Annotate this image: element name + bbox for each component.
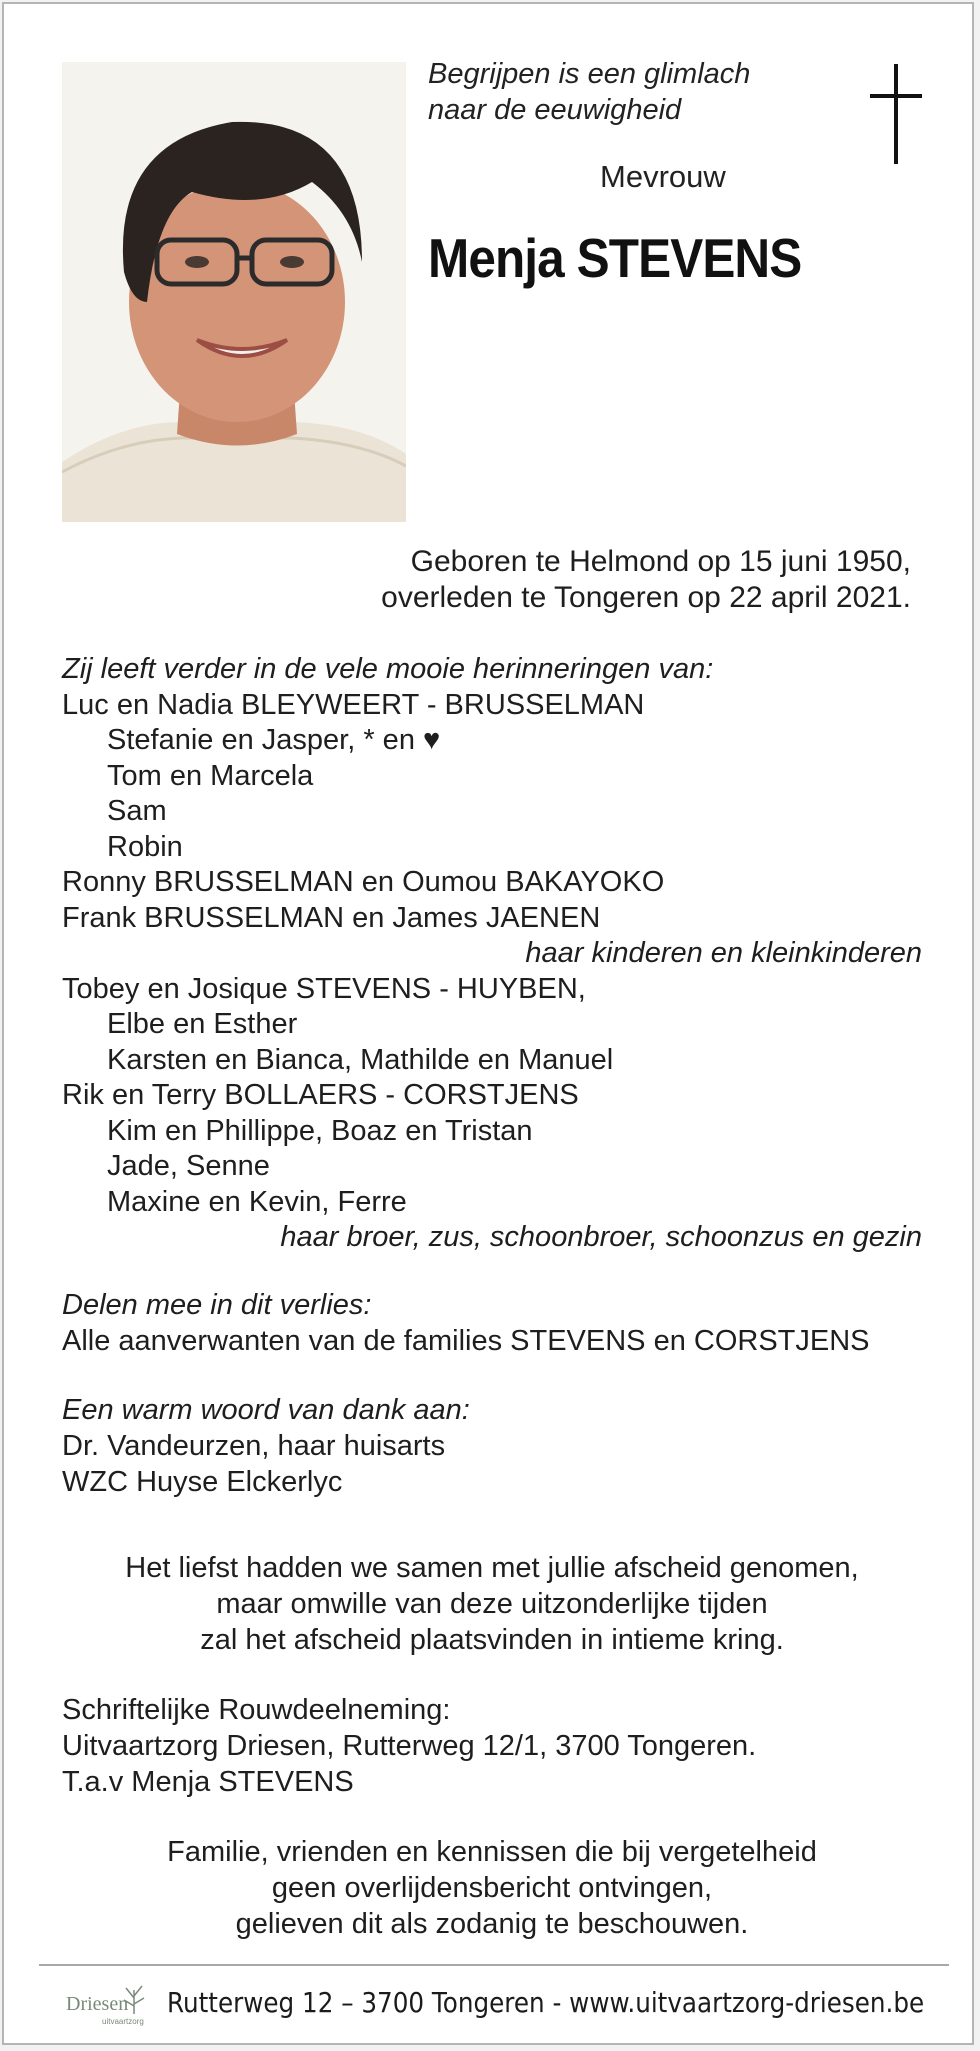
farewell-note [62, 1550, 922, 1658]
thanks-line: WZC Huyse Elckerlyc [62, 1466, 343, 1498]
mourner-line: haar kinderen en kleinkinderen [525, 937, 922, 969]
footer-address: Rutterweg 12 – 3700 Tongeren - www.uitvaartzorg-driesen.be [167, 1986, 925, 2019]
motto-line: naar de eeuwigheid [428, 94, 682, 126]
birth-line: Geboren te Helmond op 15 juni 1950, [410, 545, 911, 578]
motto-line: Begrijpen is een glimlach [428, 58, 751, 90]
logo-text: Driesen [66, 1993, 129, 2015]
deceased-name: Menja STEVENS [428, 227, 802, 289]
mourner-line: Frank BRUSSELMAN en James JAENEN [62, 901, 601, 934]
closing-line: gelieven dit als zodanig te beschouwen. [235, 1908, 749, 1940]
logo-subtext: uitvaartzorg [102, 2017, 144, 2026]
mourner-line: Jade, Senne [107, 1150, 270, 1182]
mourner-line: Ronny BRUSSELMAN en Oumou BAKAYOKO [62, 866, 665, 898]
farewell-line: Het liefst hadden we samen met jullie afscheid genomen, [125, 1552, 859, 1584]
mourner-line: Elbe en Esther [107, 1008, 298, 1040]
condolence-line: T.a.v Menja STEVENS [62, 1766, 354, 1798]
condolence-section [62, 1692, 756, 1800]
driesen-logo [62, 1976, 152, 2032]
mourner-line: haar broer, zus, schoonbroer, schoonzus en gezin [280, 1221, 922, 1253]
thanks-section [62, 1392, 470, 1500]
mourner-line: Sam [107, 795, 167, 827]
condolence-line: Schriftelijke Rouwdeelneming: [62, 1694, 451, 1726]
mourner-line: Stefanie en Jasper, * en ♥ [107, 724, 441, 756]
thanks-heading: Een warm woord van dank aan: [62, 1394, 470, 1426]
sharing-text: Alle aanverwanten van de families STEVENS en CORSTJENS [62, 1325, 870, 1357]
mourner-line: Tom en Marcela [107, 759, 314, 792]
salutation: Mevrouw [600, 159, 726, 194]
mourner-line: Zij leeft verder in de vele mooie herinneringen van: [62, 653, 714, 685]
condolence-line: Uitvaartzorg Driesen, Rutterweg 12/1, 3700 Tongeren. [62, 1730, 757, 1762]
farewell-line: maar omwille van deze uitzonderlijke tijden [216, 1588, 768, 1620]
closing-line: geen overlijdensbericht ontvingen, [271, 1872, 713, 1904]
mourner-line: Karsten en Bianca, Mathilde en Manuel [107, 1043, 614, 1076]
cross-icon [866, 64, 926, 164]
closing-note [62, 1834, 922, 1942]
mourners-list [62, 652, 922, 1256]
thanks-line: Dr. Vandeurzen, haar huisarts [62, 1430, 446, 1462]
death-line: overleden te Tongeren op 22 april 2021. [381, 581, 911, 614]
portrait-image [62, 62, 406, 522]
mourner-line: Tobey en Josique STEVENS - HUYBEN, [62, 972, 586, 1005]
motto [428, 56, 750, 128]
obituary-card [2, 2, 974, 2045]
mourner-line: Kim en Phillippe, Boaz en Tristan [107, 1114, 533, 1147]
life-dates [381, 544, 911, 616]
portrait-photo [62, 62, 406, 522]
farewell-line: zal het afscheid plaatsvinden in intieme kring. [200, 1624, 784, 1656]
closing-line: Familie, vrienden en kennissen die bij vergetelheid [167, 1836, 817, 1868]
footer-divider [39, 1964, 949, 1966]
mourner-line: Rik en Terry BOLLAERS - CORSTJENS [62, 1079, 579, 1111]
sharing-section [62, 1287, 870, 1359]
sharing-heading: Delen mee in dit verlies: [62, 1289, 372, 1321]
mourner-line: Robin [107, 830, 183, 863]
mourner-line: Maxine en Kevin, Ferre [107, 1185, 407, 1218]
mourner-line: Luc en Nadia BLEYWEERT - BRUSSELMAN [62, 688, 645, 721]
